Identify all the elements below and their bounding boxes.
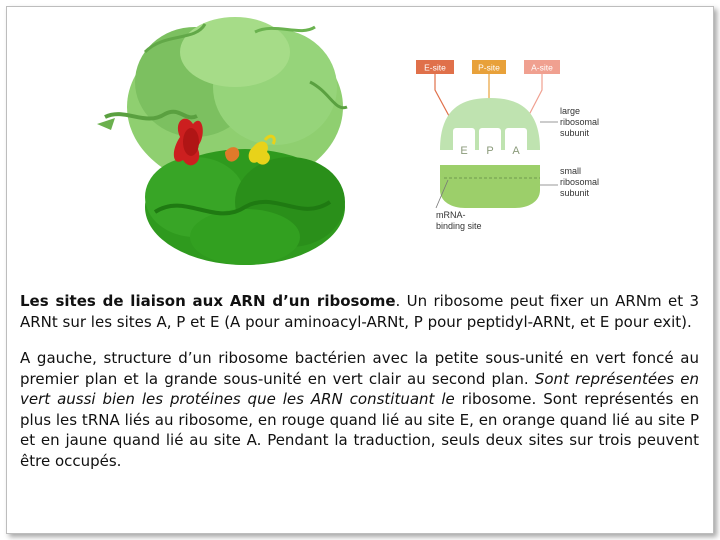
large-subunit-label-3: subunit <box>560 128 590 138</box>
small-subunit-label-3: subunit <box>560 188 590 198</box>
e-slot-letter: E <box>460 145 468 157</box>
caption-heading: Les sites de liaison aux ARN d’un ribosome <box>20 292 396 310</box>
caption-p2-text-a: A gauche, structure d’un ribosome bactérien avec la petite sous-unité en vert foncé au premier plan et la grande sous-unité en vert clair au second plan. <box>20 349 699 388</box>
caption-paragraph-2 <box>20 348 699 471</box>
caption-p1-text: . Un ribosome peut fixer un ARNm et 3 ARNt sur les sites A, P et E (A pour aminoacyl-ARNt, P pour peptidyl-ARNt, et E pour exit). <box>20 292 699 331</box>
trna-e-site-red <box>174 119 203 166</box>
large-subunit-label-2: ribosomal <box>560 117 600 127</box>
caption-text <box>20 291 699 487</box>
small-subunit-label-2: ribosomal <box>560 177 600 187</box>
caption-paragraph-1 <box>20 291 699 332</box>
small-subunit-block <box>440 165 540 208</box>
a-slot-letter: A <box>512 145 520 157</box>
small-subunit-label-1: small <box>560 166 582 176</box>
caption-p2-italic: Sont représentées en vert aussi bien les protéines que les ARN constituant le <box>20 369 700 408</box>
large-subunit-label-1: large <box>560 106 581 116</box>
p-site-label: P-site <box>478 62 500 73</box>
mrna-label-1: mRNA- <box>436 210 466 220</box>
e-site-label: E-site <box>424 62 446 73</box>
a-site-label: A-site <box>531 62 553 73</box>
p-slot-letter: P <box>486 145 494 157</box>
ribosome-structure-image <box>85 12 385 272</box>
mrna-label-2: binding site <box>436 221 482 231</box>
small-subunit-shape <box>145 149 345 265</box>
ribosome-schematic-diagram <box>400 50 630 240</box>
caption-p2-text-b: ribosome. Sont représentés en plus les tRNA liés au ribosome, en rouge quand lié au site E, en orange quand lié au site P et en jaune quand lié au site A. Pendant la traduction, seuls deux sites sur trois peuvent être occupés. <box>20 390 699 470</box>
